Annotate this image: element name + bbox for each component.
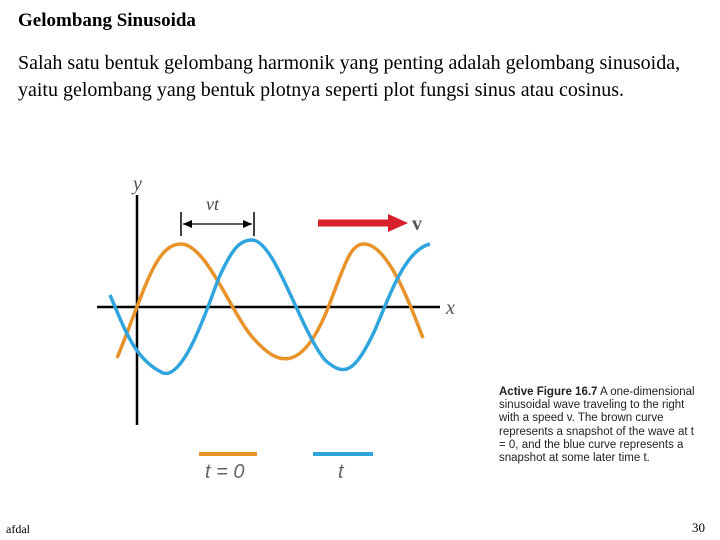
y-axis-label: y <box>133 173 142 195</box>
vt-label: vt <box>206 194 219 214</box>
brown-wave-curve <box>117 244 423 359</box>
vt-right-arrowhead <box>243 220 252 228</box>
slide-body-text: Salah satu bentuk gelombang harmonik yang penting adalah gelombang sinusoida, yaitu gelombang yang bentuk plotnya seperti plot fungsi sinus atau cosinus. <box>18 52 681 101</box>
velocity-arrowhead <box>388 214 408 232</box>
x-axis-label: x <box>446 297 455 319</box>
footer-author: afdal <box>6 522 30 536</box>
legend-label-t0: t = 0 <box>205 461 245 483</box>
figure-caption <box>499 386 699 465</box>
page-number: 30 <box>692 520 705 535</box>
legend-label-t: t <box>338 461 344 483</box>
caption-text: A one-dimensional sinusoidal wave traveling to the right with a speed v. The brown curve represents a snapshot of the wave at t = 0, and the blue curve represents a snapshot at some later time t. <box>499 386 695 465</box>
velocity-label: v <box>412 213 422 235</box>
vt-left-arrowhead <box>183 220 192 228</box>
caption-title: Active Figure 16.7 <box>499 386 598 398</box>
slide-title: Gelombang Sinusoida <box>18 10 196 31</box>
